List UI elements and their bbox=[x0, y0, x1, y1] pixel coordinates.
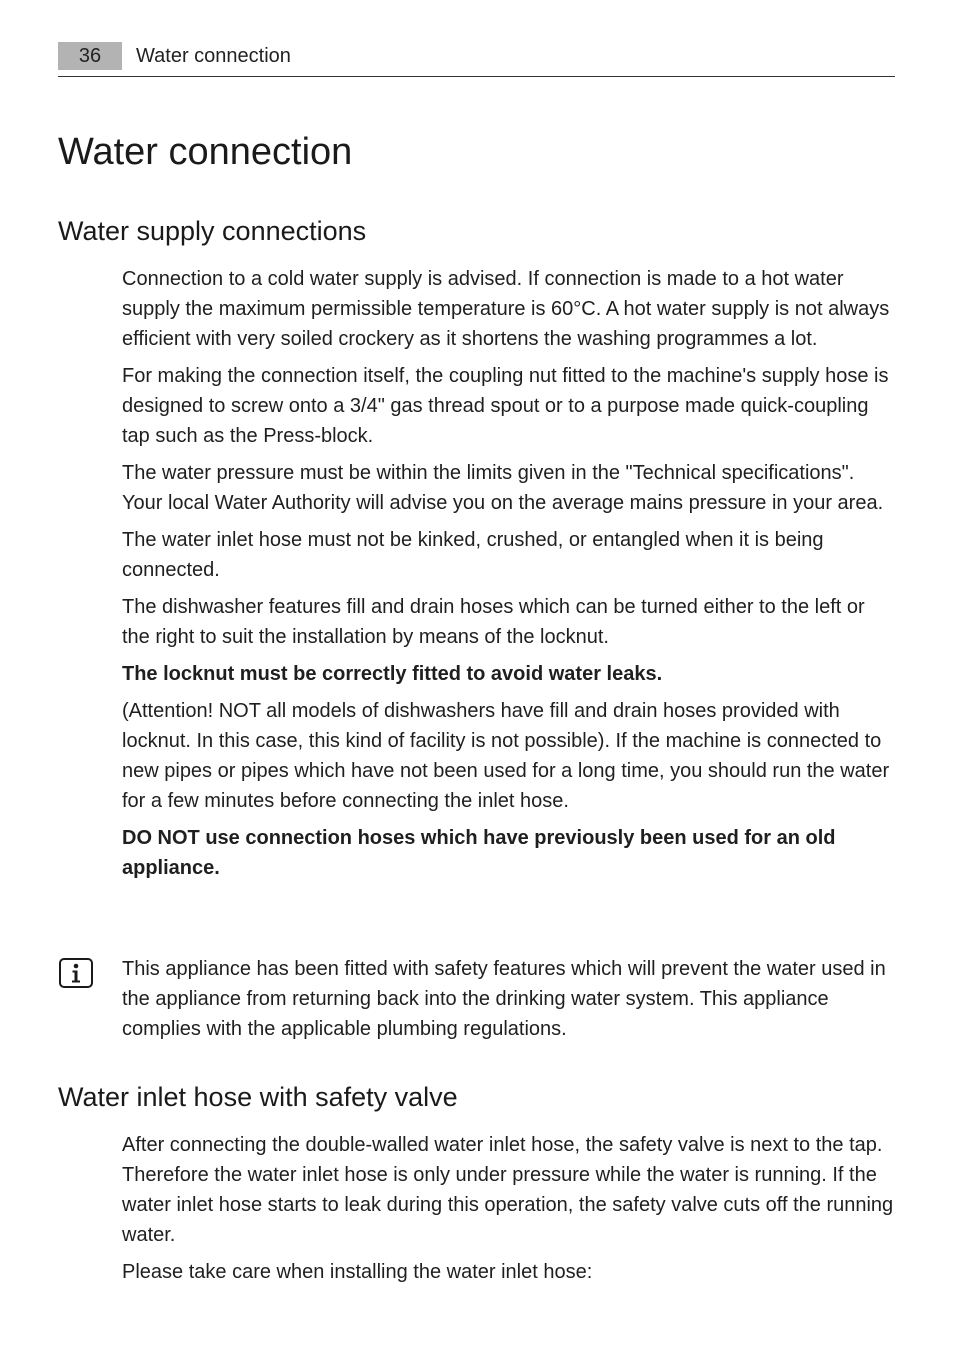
paragraph: After connecting the double-walled water inlet hose, the safety valve is next to the tap. Therefore the water inlet hose is only under pressure while the water is running. If the water inlet hose starts to leak during this operation, the safety valve cuts off the running water. bbox=[122, 1134, 894, 1246]
info-icon bbox=[59, 958, 93, 988]
page-header bbox=[58, 42, 895, 77]
running-header-title: Water connection bbox=[136, 45, 291, 67]
paragraph: The water inlet hose must not be kinked, crushed, or entangled when it is being connected. bbox=[122, 529, 824, 581]
page-number: 36 bbox=[58, 42, 122, 70]
warning-locknut: The locknut must be correctly fitted to avoid water leaks. bbox=[122, 663, 663, 685]
paragraph: The dishwasher features fill and drain hoses which can be turned either to the left or the right to suit the installation by means of the locknut. bbox=[122, 596, 865, 648]
warning-old-hoses: DO NOT use connection hoses which have previously been used for an old appliance. bbox=[122, 827, 836, 879]
paragraph: Connection to a cold water supply is advised. If connection is made to a hot water supply the maximum permissible temperature is 60°C. A hot water supply is not always efficient with very soiled crockery as it shortens the washing programmes a lot. bbox=[122, 268, 890, 350]
heading-water-supply-connections: Water supply connections bbox=[58, 216, 367, 246]
water-supply-body bbox=[122, 264, 897, 890]
paragraph: For making the connection itself, the coupling nut fitted to the machine's supply hose is designed to screw onto a 3/4" gas thread spout or to a purpose made quick-coupling tap such as the Press-block. bbox=[122, 365, 889, 447]
info-note-text: This appliance has been fitted with safety features which will prevent the water used in the appliance from returning back into the drinking water system. This appliance complies with the applicable plumbing regulations. bbox=[122, 958, 886, 1040]
heading-water-inlet-hose: Water inlet hose with safety valve bbox=[58, 1082, 458, 1112]
info-note bbox=[122, 954, 897, 1051]
paragraph: (Attention! NOT all models of dishwashers have fill and drain hoses provided with locknut. In this case, this kind of facility is not possible). If the machine is connected to new pipes or pipes which have not been used for a long time, you should run the water for a few minutes before connecting the inlet hose. bbox=[122, 700, 890, 812]
paragraph: The water pressure must be within the limits given in the "Technical specifications". Your local Water Authority will advise you on the average mains pressure in your area. bbox=[122, 462, 884, 514]
water-inlet-body bbox=[122, 1130, 897, 1294]
page-title: Water connection bbox=[58, 131, 353, 173]
paragraph: Please take care when installing the water inlet hose: bbox=[122, 1261, 593, 1283]
